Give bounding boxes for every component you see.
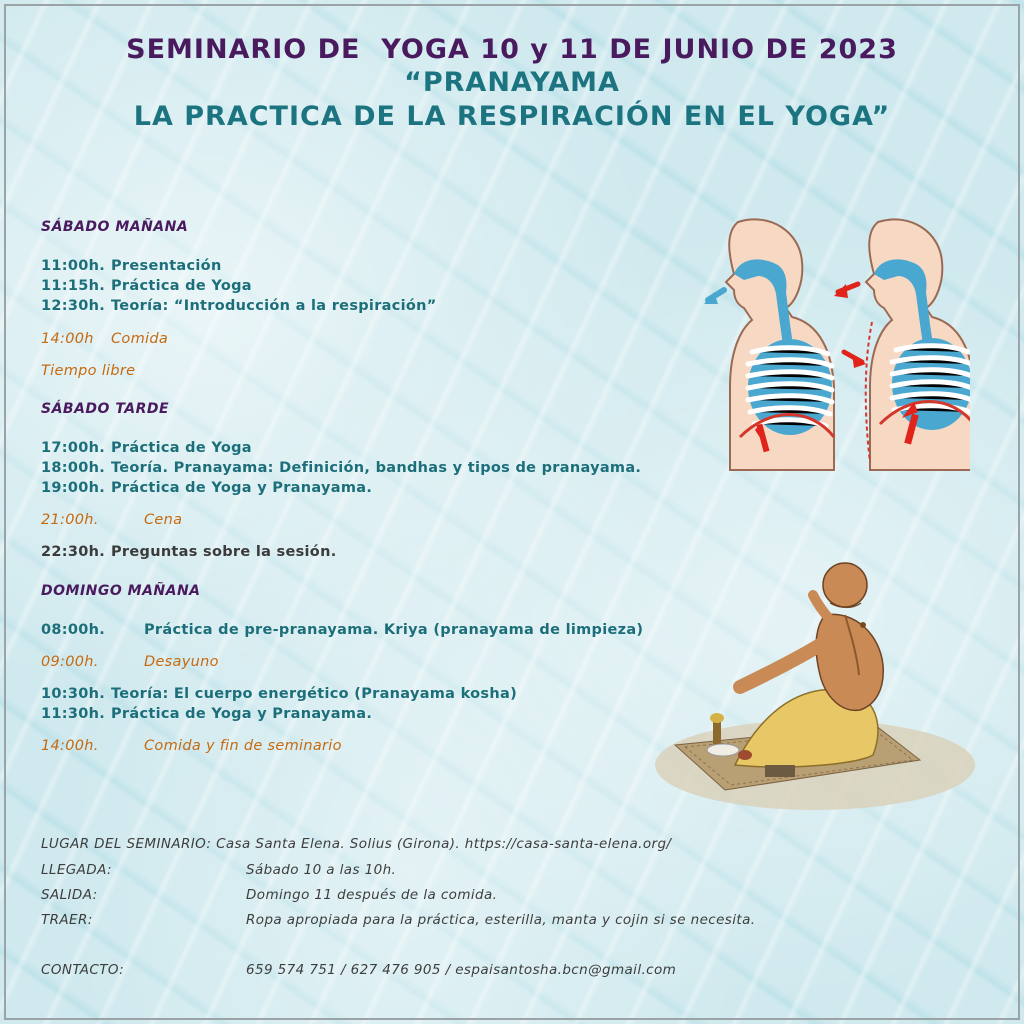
meal-row [41, 738, 342, 754]
schedule-row [41, 440, 252, 456]
footer-label: SALIDA: [41, 887, 98, 903]
schedule-row [41, 278, 252, 294]
free-time-row: Tiempo libre [41, 363, 136, 379]
footer-lugar [41, 836, 671, 852]
meal-text: Desayuno [144, 654, 219, 670]
footer-label: LUGAR DEL SEMINARIO: [41, 836, 212, 852]
schedule-time: 12:30h. [41, 298, 106, 314]
schedule-text: Preguntas sobre la sesión. [111, 544, 337, 560]
schedule-text: Práctica de Yoga y Pranayama. [111, 480, 373, 496]
subtitle-line-1: “PRANAYAMA [404, 67, 620, 98]
footer-label: LLEGADA: [41, 862, 112, 878]
meal-row [41, 331, 168, 347]
schedule-time: 22:30h. [41, 544, 106, 560]
schedule-time: 11:30h. [41, 706, 106, 722]
yogi-illustration-icon [645, 555, 975, 815]
schedule-row [41, 686, 517, 702]
schedule-text: Teoría: “Introducción a la respiración” [111, 298, 437, 314]
meal-time: 14:00h [41, 331, 94, 347]
schedule-row [41, 544, 337, 560]
footer-value: Ropa apropiada para la práctica, esterilla, manta y cojin si se necesita. [246, 912, 756, 928]
schedule-time: 19:00h. [41, 480, 106, 496]
schedule-text: Teoría: El cuerpo energético (Pranayama kosha) [111, 686, 518, 702]
schedule-time: 11:00h. [41, 258, 106, 274]
breathing-diagram-icon [700, 212, 970, 477]
schedule-row [41, 258, 222, 274]
footer-contacto [41, 962, 676, 978]
footer-value: Sábado 10 a las 10h. [246, 862, 397, 878]
schedule-time: 11:15h. [41, 278, 106, 294]
footer-traer [41, 912, 755, 928]
schedule-row [41, 460, 641, 476]
footer-label: CONTACTO: [41, 962, 125, 978]
meal-text: Comida [111, 331, 169, 347]
exhale-figure-icon [704, 219, 834, 470]
schedule-row [41, 480, 372, 496]
schedule-row [41, 298, 437, 314]
section-sabado-tarde: SÁBADO TARDE [41, 401, 170, 417]
footer-value: Casa Santa Elena. Solius (Girona). https://casa-santa-elena.org/ [216, 836, 672, 852]
meal-row [41, 654, 219, 670]
meal-time: 09:00h. [41, 654, 99, 670]
section-domingo-manana: DOMINGO MAÑANA [41, 583, 201, 599]
section-sabado-manana: SÁBADO MAÑANA [41, 219, 189, 235]
footer-salida [41, 887, 497, 903]
footer-value: 659 574 751 / 627 476 905 / espaisantosha.bcn@gmail.com [246, 962, 677, 978]
schedule-row [41, 622, 643, 638]
meal-text: Comida y fin de seminario [144, 738, 342, 754]
schedule-time: 17:00h. [41, 440, 106, 456]
inhale-figure-icon [834, 219, 970, 470]
schedule-row [41, 706, 372, 722]
page-header [0, 34, 1024, 134]
meal-row [41, 512, 182, 528]
meal-time: 14:00h. [41, 738, 99, 754]
schedule-text: Práctica de pre-pranayama. Kriya (pranayama de limpieza) [144, 622, 644, 638]
schedule-text: Práctica de Yoga [111, 440, 252, 456]
meal-text: Cena [144, 512, 183, 528]
page-title: SEMINARIO DE YOGA 10 y 11 DE JUNIO DE 2023 [126, 34, 898, 65]
subtitle-line-2: LA PRACTICA DE LA RESPIRACIÓN EN EL YOGA” [133, 101, 891, 132]
schedule-text: Teoría. Pranayama: Definición, bandhas y tipos de pranayama. [111, 460, 642, 476]
schedule-text: Práctica de Yoga [111, 278, 252, 294]
footer-label: TRAER: [41, 912, 93, 928]
schedule-time: 10:30h. [41, 686, 106, 702]
footer-llegada [41, 862, 396, 878]
schedule-time: 08:00h. [41, 622, 106, 638]
schedule-time: 18:00h. [41, 460, 106, 476]
footer-value: Domingo 11 después de la comida. [246, 887, 498, 903]
schedule-text: Presentación [111, 258, 222, 274]
meal-time: 21:00h. [41, 512, 99, 528]
schedule-text: Práctica de Yoga y Pranayama. [111, 706, 373, 722]
